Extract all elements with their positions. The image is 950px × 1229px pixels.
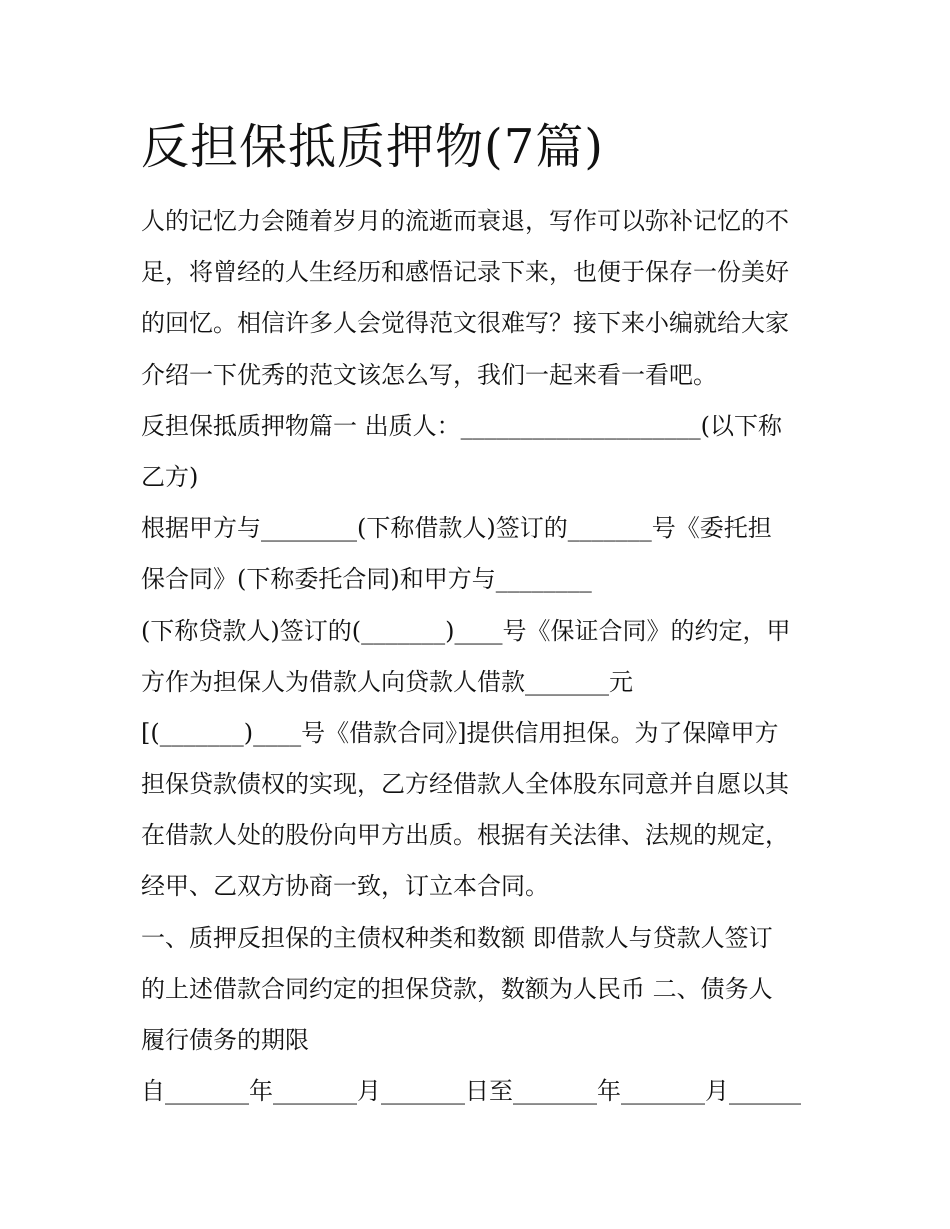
- body-line: 方作为担保人为借款人向贷款人借款_______元: [141, 667, 633, 696]
- body-line: 根据甲方与________(下称借款人)签订的_______号《委托担: [141, 514, 772, 543]
- body-line: [(_______)____号《借款合同》]提供信用担保。为了保障甲方: [141, 718, 779, 747]
- body-line: 的回忆。相信许多人会觉得范文很难写？接下来小编就给大家: [141, 309, 789, 338]
- body-line: 反担保抵质押物篇一 出质人：____________________(以下称: [141, 411, 782, 440]
- body-line: 保合同》(下称委托合同)和甲方与________: [141, 565, 592, 594]
- body-line: 介绍一下优秀的范文该怎么写，我们一起来看一看吧。: [141, 360, 717, 389]
- body-line: 一、质押反担保的主债权种类和数额 即借款人与贷款人签订: [141, 923, 773, 952]
- body-line: 在借款人处的股份向甲方出质。根据有关法律、法规的规定，: [141, 821, 789, 850]
- body-line: 经甲、乙双方协商一致，订立本合同。: [141, 872, 549, 901]
- body-line: 乙方): [141, 462, 199, 491]
- body-line: 担保贷款债权的实现，乙方经借款人全体股东同意并自愿以其: [141, 770, 789, 799]
- body-line: 足，将曾经的人生经历和感悟记录下来，也便于保存一份美好: [141, 258, 789, 287]
- body-line: 自_______年_______月_______日至_______年_______月______: [141, 1077, 801, 1106]
- body-line: 履行债务的期限: [141, 1026, 309, 1054]
- document-body: [141, 196, 821, 1117]
- body-line: 人的记忆力会随着岁月的流逝而衰退，写作可以弥补记忆的不: [141, 207, 789, 235]
- document-title: 反担保抵质押物(7篇): [141, 119, 604, 175]
- body-line: 的上述借款合同约定的担保贷款，数额为人民币 二、债务人: [141, 974, 773, 1003]
- body-line: (下称贷款人)签订的(_______)____号《保证合同》的约定，甲: [141, 616, 791, 645]
